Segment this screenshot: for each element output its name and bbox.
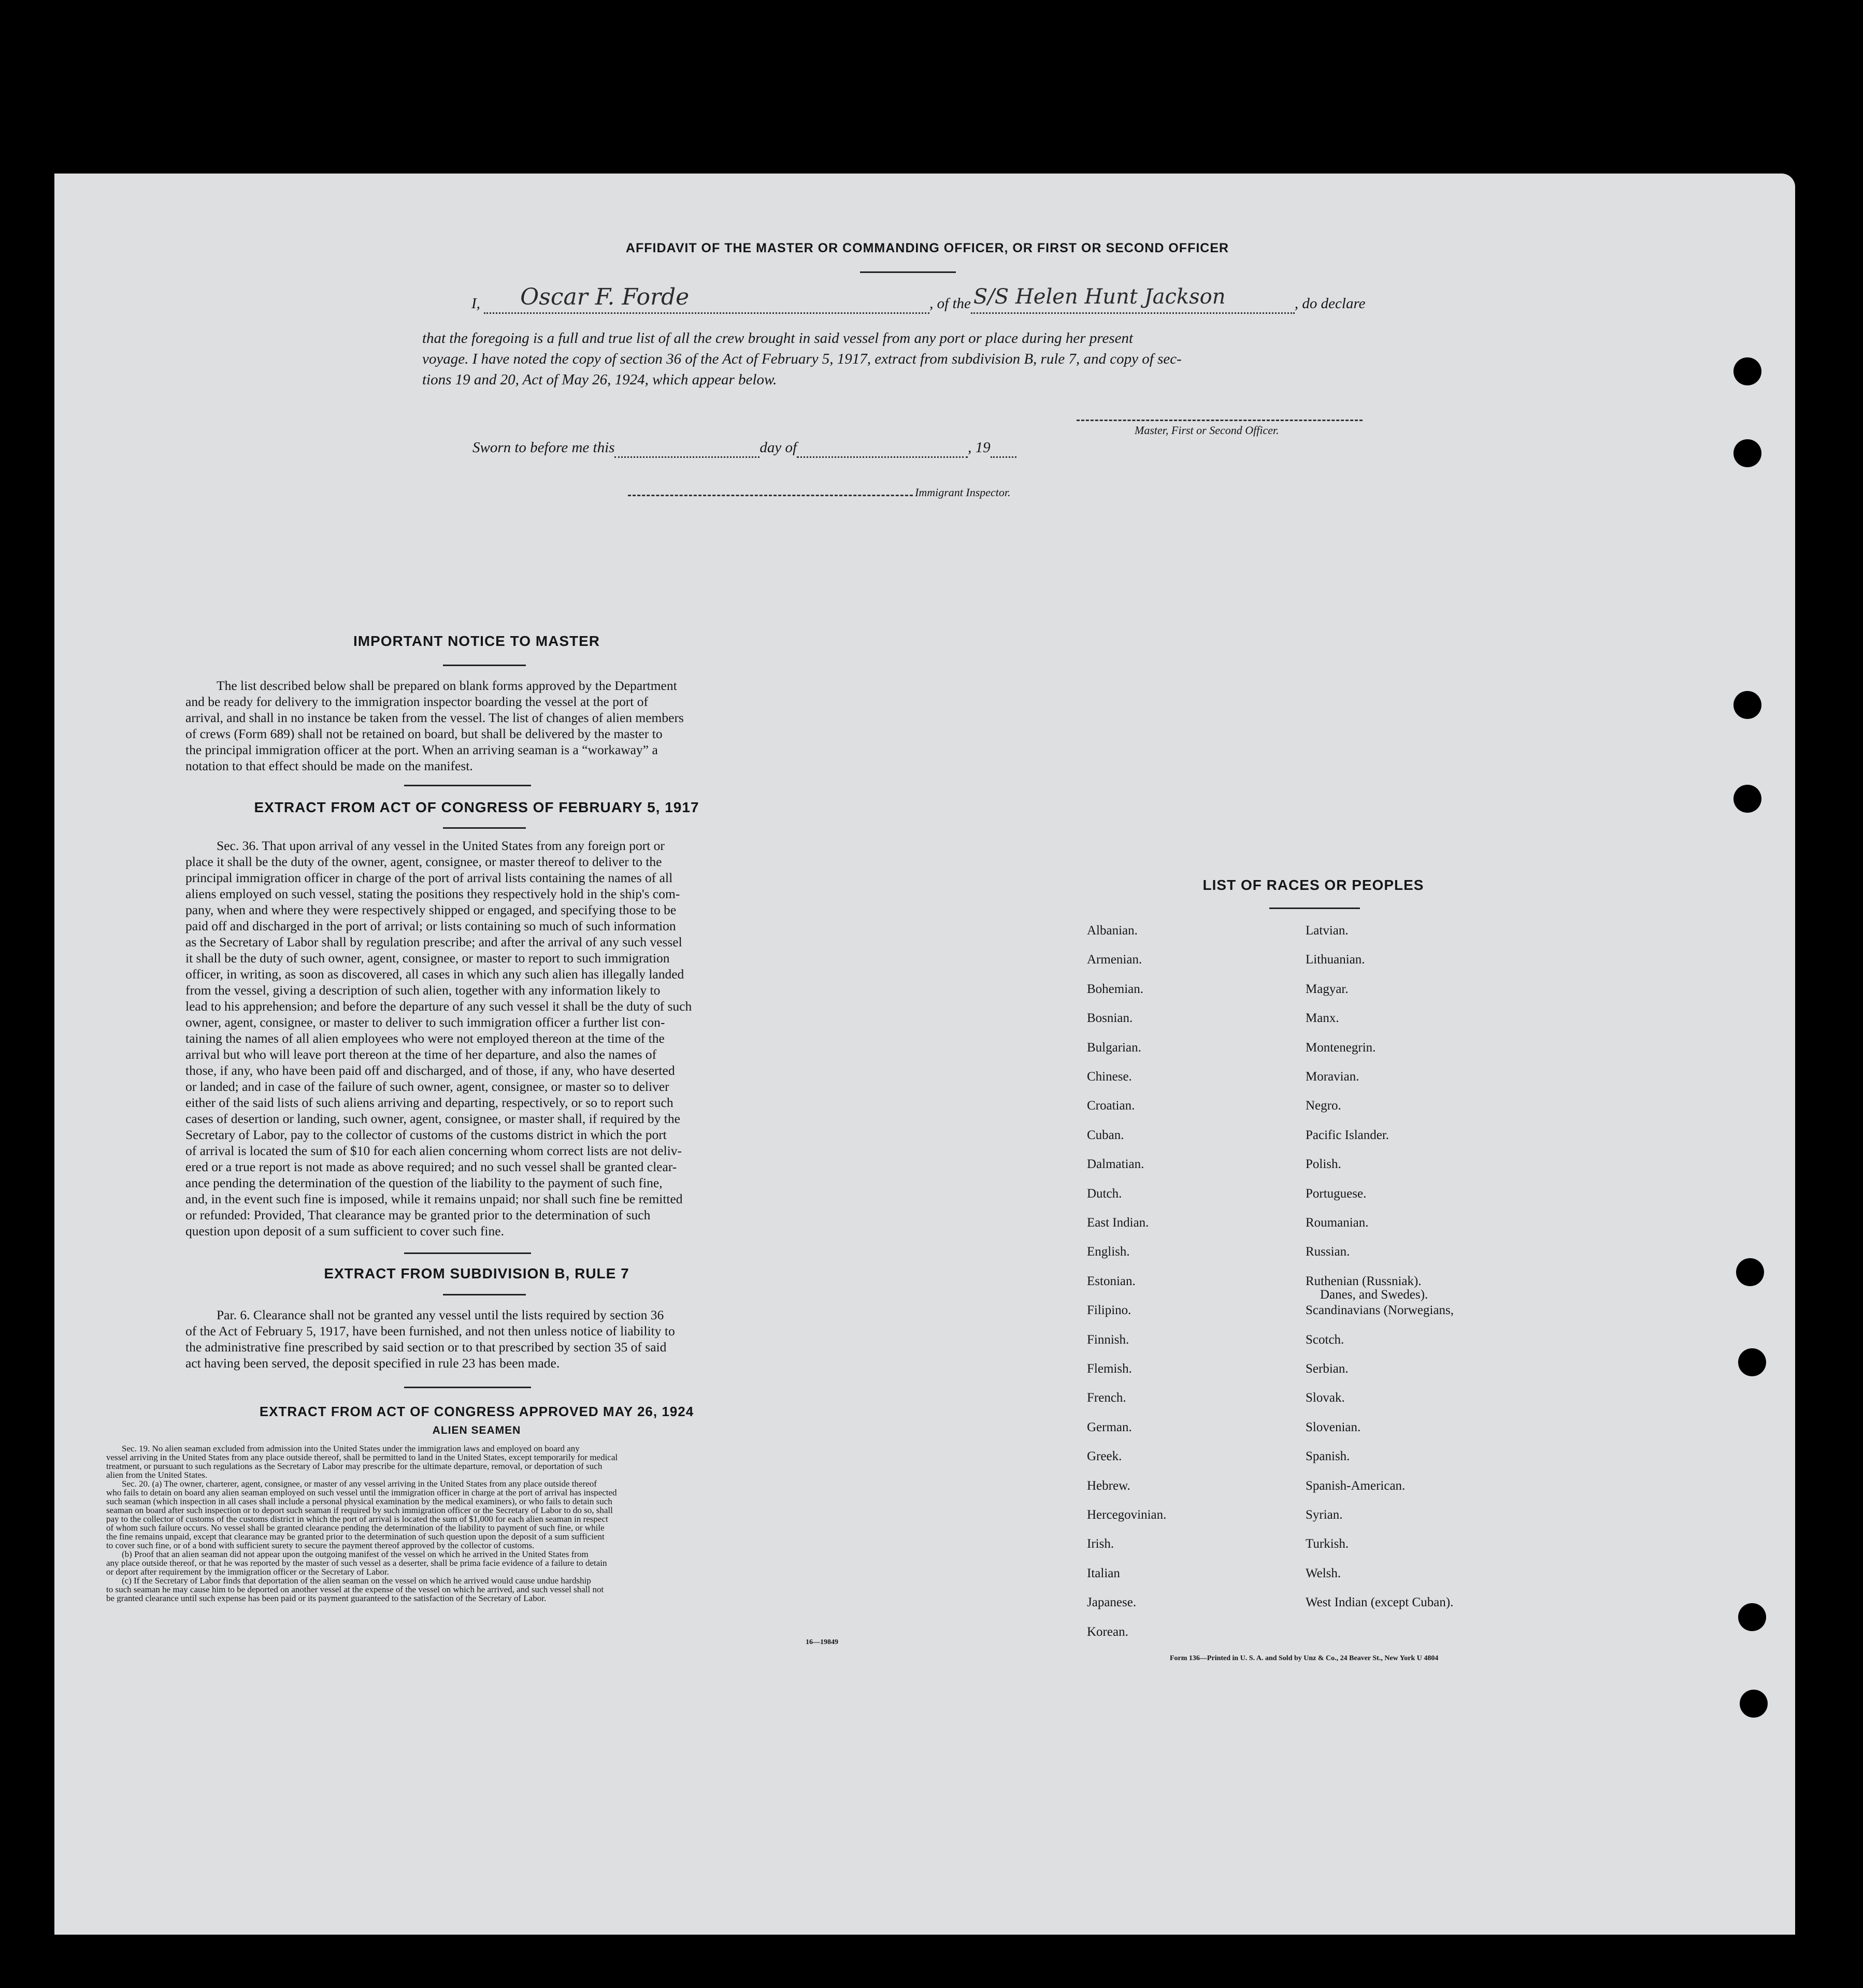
race-item: Finnish. xyxy=(1087,1332,1129,1347)
text-line: ance pending the determination of the question of the liability to the payment of such fine, xyxy=(185,1175,663,1190)
notice-title: IMPORTANT NOTICE TO MASTER xyxy=(353,633,600,649)
text-line: cases of desertion or landing, such owner, agent, consignee, or master shall, if required by the xyxy=(185,1111,680,1126)
text-line: such seaman (which inspection in all cases shall include a personal physical examination by the medical examiners), or who fails to detain such xyxy=(106,1497,612,1506)
races-title: LIST OF RACES OR PEOPLES xyxy=(1202,877,1424,893)
do-declare-text: , do declare xyxy=(1294,295,1366,312)
race-item: Bohemian. xyxy=(1087,982,1144,996)
master-name-handwriting: Oscar F. Forde xyxy=(520,284,690,310)
race-item: Albanian. xyxy=(1087,924,1138,938)
race-item: East Indian. xyxy=(1087,1216,1149,1230)
text-line: Sec. 20. (a) The owner, charterer, agent, consignee, or master of any vessel arriving in the United States from any place outside thereof xyxy=(122,1479,597,1488)
text-line: either of the said lists of such aliens arriving and departing, respectively, or so to report such xyxy=(185,1095,673,1110)
race-item: Magyar. xyxy=(1306,982,1349,996)
race-item: Pacific Islander. xyxy=(1306,1128,1389,1142)
race-item: Japanese. xyxy=(1087,1595,1137,1610)
race-item: West Indian (except Cuban). xyxy=(1306,1595,1454,1610)
declaration-line: voyage. I have noted the copy of section 36 of the Act of February 5, 1917, extract from subdivision B, rule 7, and copy of sec- xyxy=(422,351,1182,367)
text-line: paid off and discharged in the port of arrival; or lists containing so much of such information xyxy=(185,918,676,933)
text-line: of crews (Form 689) shall not be retained on board, but shall be delivered by the master to xyxy=(185,726,663,741)
race-item: Cuban. xyxy=(1087,1128,1124,1142)
punch-hole xyxy=(1733,785,1761,813)
race-item: English. xyxy=(1087,1245,1130,1259)
race-item: Moravian. xyxy=(1306,1070,1359,1084)
race-item: Slovenian. xyxy=(1306,1420,1361,1434)
master-signature-label: Master, First or Second Officer. xyxy=(1135,424,1279,437)
text-line: arrival but who will leave port thereon at the time of her departure, and also the names of xyxy=(185,1047,657,1062)
form-note: Form 136—Printed in U. S. A. and Sold by Unz & Co., 24 Beaver St., New York U 4804 xyxy=(1170,1654,1439,1662)
text-line: Sec. 19. No alien seaman excluded from admission into the United States under the immigration laws and employed on board any xyxy=(122,1444,580,1453)
text-line: as the Secretary of Labor shall by regulation prescribe; and after the arrival of any such vessel xyxy=(185,934,682,949)
race-item: Ruthenian (Russniak). xyxy=(1306,1274,1422,1288)
divider xyxy=(443,827,526,829)
act-1924-title: EXTRACT FROM ACT OF CONGRESS APPROVED MAY 26, 1924 xyxy=(259,1404,694,1419)
text-line: (b) Proof that an alien seaman did not appear upon the outgoing manifest of the vessel on which he arrived in the United States from xyxy=(122,1550,589,1559)
race-item: Slovak. xyxy=(1306,1391,1345,1405)
race-item: Negro. xyxy=(1306,1099,1341,1113)
race-item: Croatian. xyxy=(1087,1099,1135,1113)
text-line: of the Act of February 5, 1917, have been furnished, and not then unless notice of liability to xyxy=(185,1323,675,1338)
race-item: Scandinavians (Norwegians, xyxy=(1306,1303,1454,1318)
sworn-line xyxy=(472,439,1016,458)
race-item: Roumanian. xyxy=(1306,1216,1369,1230)
text-line: ered or a true report is not made as above required; and no such vessel shall be granted clear- xyxy=(185,1159,677,1174)
rule7-body xyxy=(185,1307,768,1371)
race-item: Hebrew. xyxy=(1087,1478,1130,1493)
race-item: Armenian. xyxy=(1087,953,1142,967)
text-line: be granted clearance until such expense has been paid or its payment guaranteed to the satisfaction of the Secretary of Labor. xyxy=(106,1594,547,1603)
text-line: any place outside thereof, or that he was reported by the master of such vessel as a deserter, shall be prima facie evidence of a failure to detain xyxy=(106,1559,607,1567)
act-1917-title: EXTRACT FROM ACT OF CONGRESS OF FEBRUARY 5, 1917 xyxy=(254,799,699,815)
race-item: Polish. xyxy=(1306,1157,1341,1172)
text-line: to such seaman he may cause him to be deported on another vessel at the expense of the vessel on which he arrived, and such vessel shall not xyxy=(106,1585,604,1594)
text-line: The list described below shall be prepared on blank forms approved by the Department xyxy=(217,678,677,693)
notice-body xyxy=(185,678,768,774)
race-item: Manx. xyxy=(1306,1011,1339,1026)
race-item: Dalmatian. xyxy=(1087,1157,1144,1172)
text-line: who fails to detain on board any alien seaman employed on such vessel until the immigration officer in charge at the port of arrival has inspected xyxy=(106,1488,617,1497)
text-line: to cover such fine, or of a bond with sufficient surety to secure the payment thereof approved by the collector of customs. xyxy=(106,1541,535,1550)
race-item: Lithuanian. xyxy=(1306,953,1365,967)
inspector-label: Immigrant Inspector. xyxy=(915,486,1011,499)
race-item: Spanish-American. xyxy=(1306,1478,1406,1493)
race-item: Turkish. xyxy=(1306,1537,1349,1551)
master-signature-line xyxy=(1077,420,1363,421)
text-line: pay to the collector of customs of the customs district in which the port of arrival is located the sum of $1,000 for each alien seaman in respect xyxy=(106,1515,608,1523)
text-line: question upon deposit of a sum sufficient to cover such fine. xyxy=(185,1223,504,1238)
race-item: Irish. xyxy=(1087,1537,1114,1551)
divider xyxy=(860,271,956,273)
race-item: Spanish. xyxy=(1306,1449,1350,1464)
text-line: principal immigration officer in charge of the port of arrival lists containing the names of all xyxy=(185,870,673,885)
race-item: Korean. xyxy=(1087,1624,1128,1639)
act-1924-body xyxy=(106,1444,848,1603)
text-line: vessel arriving in the United States from any place outside thereof, shall be permitted to land in the United States, except temporarily for medical xyxy=(106,1453,618,1462)
vessel-handwriting: S/S Helen Hunt Jackson xyxy=(973,285,1226,309)
text-line: owner, agent, consignee, or master to deliver to such immigration officer a further list con- xyxy=(185,1015,665,1030)
sworn-year-label: , 19 xyxy=(968,439,991,456)
sworn-day-field xyxy=(614,439,759,458)
text-line: and, in the event such fine is imposed, while it remains unpaid; nor shall such fine be remitted xyxy=(185,1191,683,1206)
text-line: the administrative fine prescribed by said section or to that prescribed by section 35 of said xyxy=(185,1339,667,1355)
text-line: alien from the United States. xyxy=(106,1471,207,1479)
race-item: French. xyxy=(1087,1391,1126,1405)
divider xyxy=(404,785,531,786)
text-line: lead to his apprehension; and before the departure of any such vessel it shall be the duty of such xyxy=(185,999,692,1014)
race-item: Portuguese. xyxy=(1306,1186,1367,1201)
inspector-signature-line xyxy=(628,495,913,496)
declaration-line: that the foregoing is a full and true list of all the crew brought in said vessel from any port or place during her present xyxy=(422,330,1134,347)
punch-hole xyxy=(1740,1690,1768,1718)
race-item: Syrian. xyxy=(1306,1508,1343,1522)
text-line: from the vessel, giving a description of such alien, together with any information likely to xyxy=(185,983,661,998)
punch-hole xyxy=(1733,691,1761,719)
race-item: Latvian. xyxy=(1306,924,1349,938)
text-line: notation to that effect should be made on the manifest. xyxy=(185,758,473,773)
race-item: German. xyxy=(1087,1420,1132,1434)
race-item: Russian. xyxy=(1306,1245,1350,1259)
divider xyxy=(404,1387,531,1388)
race-item: Serbian. xyxy=(1306,1362,1349,1376)
text-line: seaman on board after such inspection or to deport such seaman if required by such immigration officer or the Secretary of Labor to do so, shall xyxy=(106,1506,613,1515)
text-line: act having been served, the deposit specified in rule 23 has been made. xyxy=(185,1356,560,1371)
race-item: Chinese. xyxy=(1087,1070,1132,1084)
sworn-day-label: day of xyxy=(759,439,797,456)
race-item: Hercegovinian. xyxy=(1087,1508,1167,1522)
declaration-line: tions 19 and 20, Act of May 26, 1924, which appear below. xyxy=(422,371,777,388)
text-line: the fine remains unpaid, except that clearance may be granted prior to the determination of such question upon the deposit of a sum sufficient xyxy=(106,1532,605,1541)
text-line: or refunded: Provided, That clearance may be granted prior to the determination of such xyxy=(185,1207,651,1222)
text-line: pany, when and where they were respectively shipped or engaged, and specifying those to be xyxy=(185,902,677,917)
race-item: Welsh. xyxy=(1306,1566,1341,1580)
text-line: taining the names of all alien employees who were not employed thereon at the time of the xyxy=(185,1031,665,1046)
punch-hole xyxy=(1738,1348,1766,1376)
race-item: Greek. xyxy=(1087,1449,1122,1464)
text-line: the principal immigration officer at the port. When an arriving seaman is a “workaway” a xyxy=(185,742,658,757)
sworn-year-field xyxy=(991,439,1016,458)
divider xyxy=(443,1294,526,1295)
text-line: place it shall be the duty of the owner, agent, consignee, or master thereof to deliver to the xyxy=(185,854,662,869)
divider xyxy=(443,665,526,666)
text-line: officer, in writing, as soon as discovered, all cases in which any such alien has illegally landed xyxy=(185,967,684,982)
affidavit-title: AFFIDAVIT OF THE MASTER OR COMMANDING OFFICER, OR FIRST OR SECOND OFFICER xyxy=(625,241,1229,255)
race-item: Danes, and Swedes). xyxy=(1320,1288,1428,1302)
text-line: those, if any, who have been paid off and discharged, and of those, if any, who have deserted xyxy=(185,1063,675,1078)
rule7-title: EXTRACT FROM SUBDIVISION B, RULE 7 xyxy=(324,1265,629,1281)
text-line: (c) If the Secretary of Labor finds that deportation of the alien seaman on the vessel on which he arrived would cause undue hardship xyxy=(122,1576,591,1585)
divider xyxy=(1269,907,1360,909)
race-item: Italian xyxy=(1087,1566,1120,1580)
race-item: Flemish. xyxy=(1087,1362,1132,1376)
race-item: Montenegrin. xyxy=(1306,1040,1376,1055)
text-line: of arrival is located the sum of $10 for each alien concerning whom correct lists are not deliv- xyxy=(185,1143,682,1158)
text-line: arrival, and shall in no instance be taken from the vessel. The list of changes of alien members xyxy=(185,710,684,725)
text-line: aliens employed on such vessel, stating the positions they respectively hold in the ship's com- xyxy=(185,886,680,901)
text-line: of whom such failure occurs. No vessel shall be granted clearance pending the determination of the liability to payment of such fine, or while xyxy=(106,1523,605,1532)
race-item: Estonian. xyxy=(1087,1274,1136,1288)
prefix-i: I, xyxy=(471,295,480,312)
of-the-text: , of the xyxy=(929,295,971,312)
text-line: or deport after requirement by the immigration officer or the Secretary of Labor. xyxy=(106,1567,389,1576)
declaration-text xyxy=(422,328,1391,390)
race-item: Bulgarian. xyxy=(1087,1040,1141,1055)
text-line: treatment, or pursuant to such regulations as the Secretary of Labor may prescribe for the ultimate departure, removal, or deportation of such xyxy=(106,1462,603,1471)
text-line: and be ready for delivery to the immigration inspector boarding the vessel at the port of xyxy=(185,694,648,709)
vessel-field xyxy=(971,285,1295,314)
punch-hole xyxy=(1733,357,1761,385)
text-line: or landed; and in case of the failure of such owner, agent, consignee, or master so to deliver xyxy=(185,1079,669,1094)
race-item: Scotch. xyxy=(1306,1332,1344,1347)
text-line: it shall be the duty of such owner, agent, consignee, or master to report to such immigration xyxy=(185,950,670,966)
text-line: Par. 6. Clearance shall not be granted any vessel until the lists required by section 36 xyxy=(217,1307,664,1322)
text-line: Sec. 36. That upon arrival of any vessel in the United States from any foreign port or xyxy=(217,838,665,853)
race-item: Filipino. xyxy=(1087,1303,1131,1318)
master-name-field xyxy=(484,284,929,314)
race-item: Dutch. xyxy=(1087,1186,1122,1201)
punch-hole xyxy=(1733,439,1761,467)
declaration-first-line xyxy=(471,284,1394,314)
sworn-month-field xyxy=(797,439,968,458)
act-1917-body xyxy=(185,838,768,1239)
act-1924-subtitle: ALIEN SEAMEN xyxy=(432,1424,521,1436)
text-line: Secretary of Labor, pay to the collector of customs of the customs district in which the port xyxy=(185,1127,667,1142)
sworn-prefix: Sworn to before me this xyxy=(472,439,615,456)
divider xyxy=(404,1252,531,1254)
race-item: Bosnian. xyxy=(1087,1011,1133,1026)
punch-hole xyxy=(1736,1258,1764,1286)
punch-hole xyxy=(1738,1603,1766,1631)
print-code: 16—19849 xyxy=(806,1638,838,1646)
